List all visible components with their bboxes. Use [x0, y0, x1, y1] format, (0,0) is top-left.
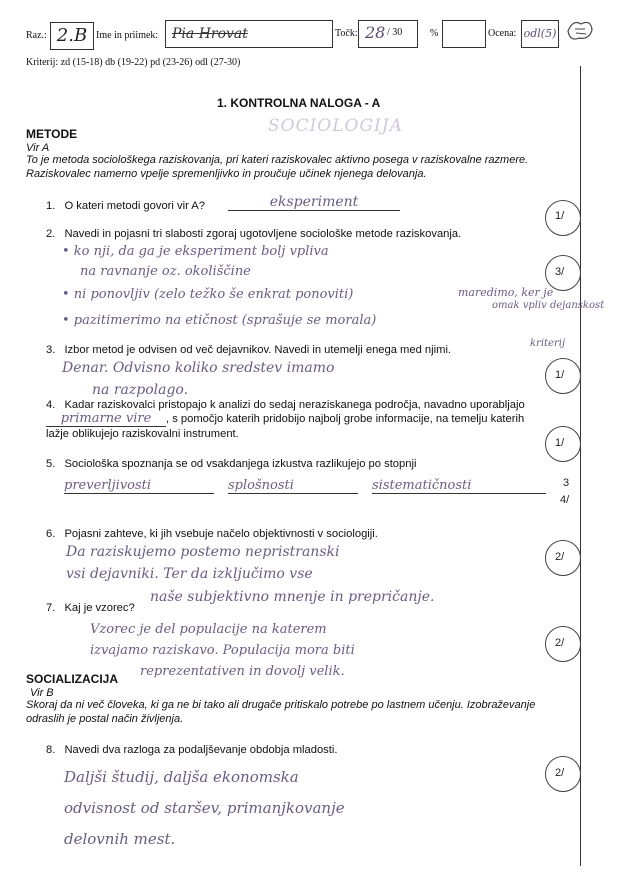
q3-answer-1[interactable]: Denar. Odvisno koliko sredstev imamo [62, 360, 335, 376]
q7-answer-2[interactable]: izvajamo raziskavo. Populacija mora biti [90, 643, 355, 658]
q5-score: 4/ [560, 494, 570, 506]
q6-num: 6. [46, 528, 56, 540]
q5-score-mark: 3 [563, 477, 570, 489]
q2-answer-1[interactable]: • ko nji, da ga je eksperiment bolj vpliva [62, 244, 329, 259]
question-8 [46, 743, 566, 757]
q8-score: 2/ [555, 767, 565, 779]
stamp-text: SOCIOLOGIJA [268, 116, 403, 136]
question-7 [46, 601, 566, 615]
question-5 [46, 457, 566, 471]
q2-num: 2. [46, 228, 56, 240]
q5-text: Sociološka spoznanja se od vsakdanjega izkustva razlikujejo po stopnji [64, 458, 417, 470]
q2-answer-4[interactable]: • pazitimerimo na etičnost (sprašuje se morala) [62, 313, 377, 328]
q2-text: Navedi in pojasni tri slabosti zgoraj ugotovljene sociološke metode raziskovanja. [64, 228, 462, 240]
q8-answer-1[interactable]: Daljši študij, daljša ekonomska [64, 768, 299, 786]
q4-text-before: Kadar raziskovalci pristopajo k analizi do sedaj neraziskanega področja, navadno uporabljajo [64, 399, 525, 411]
q7-score: 2/ [555, 637, 565, 649]
question-4 [46, 398, 544, 441]
percent-label: % [430, 28, 439, 39]
razred-label: Raz.: [26, 30, 47, 41]
q3-answer-2[interactable]: na razpolago. [92, 382, 189, 398]
q7-answer-1[interactable]: Vzorec je del populacije na katerem [90, 622, 327, 637]
percent-box[interactable] [442, 20, 486, 48]
grade-box[interactable]: odl(5) [521, 20, 559, 48]
q5-num: 5. [46, 458, 56, 470]
source-a-label: Vir A [26, 142, 50, 154]
q8-text: Navedi dva razloga za podaljševanje obdobja mladosti. [64, 744, 338, 756]
q7-num: 7. [46, 602, 56, 614]
razred-box[interactable]: 2.B [50, 22, 94, 50]
q2-side-note-3: kriterij [530, 338, 566, 349]
doodle-icon [565, 16, 595, 46]
q7-text: Kaj je vzorec? [64, 602, 135, 614]
q3-score: 1/ [555, 369, 565, 381]
q2-side-note-1: maredimo, ker je [458, 286, 554, 299]
criteria-text: Kriterij: zd (15-18) db (19-22) pd (23-26) odl (27-30) [26, 57, 241, 68]
q1-score: 1/ [555, 210, 565, 222]
margin-line [580, 66, 581, 866]
section-metode-heading: METODE [26, 127, 78, 141]
source-b-label: Vir B [30, 687, 54, 699]
q2-answer-3[interactable]: • ni ponovljiv (zelo težko še enkrat ponoviti) [62, 287, 354, 302]
question-3 [46, 343, 566, 357]
source-a-text: To je metoda sociološkega raziskovanja, pri kateri raziskovalec aktivno posega v raziskovalne razmere. Raziskovalec namerno vpelje spremenljivko in proučuje učinek njenega delovanja. [26, 154, 529, 180]
q2-side-note-2: omak vpliv dejanskost [492, 300, 605, 311]
q5-answer-3[interactable]: sistematičnosti [372, 478, 546, 494]
points-max: / 30 [387, 27, 403, 38]
q4-text-after: , s pomočjo katerih pridobijo najbolj grobe informacije, na temelju katerih lažje oblikujejo raziskovalni instrument. [46, 413, 525, 440]
section-socializacija-heading: SOCIALIZACIJA [26, 672, 119, 686]
q7-answer-3[interactable]: reprezentativen in dovolj velik. [140, 664, 345, 679]
points-box[interactable] [358, 20, 418, 48]
q5-answer-2[interactable]: splošnosti [228, 478, 358, 494]
q1-text: O kateri metodi govori vir A? [64, 200, 205, 212]
q5-answer-1[interactable]: preverljivosti [64, 478, 214, 494]
q6-answer-3[interactable]: naše subjektivno mnenje in prepričanje. [150, 589, 435, 605]
question-2 [46, 227, 566, 241]
q1-num: 1. [46, 200, 56, 212]
q6-text: Pojasni zahteve, ki jih vsebuje načelo objektivnosti v sociologiji. [64, 528, 378, 540]
q2-answer-2[interactable]: na ravnanje oz. okoliščine [80, 264, 251, 279]
page-title: 1. KONTROLNA NALOGA - A [217, 96, 381, 110]
points-value: 28 [365, 23, 386, 42]
q8-answer-2[interactable]: odvisnost od staršev, primanjkovanje [64, 799, 345, 817]
question-6 [46, 527, 566, 541]
q3-num: 3. [46, 344, 56, 356]
q2-score: 3/ [555, 266, 565, 278]
points-label: Točk: [335, 28, 358, 39]
source-b-text: Skoraj da ni več človeka, ki ga ne bi tako ali drugače pritiskalo potrebe po lastnem učenju. Izobraževanje odraslih je postal način življenja. [26, 699, 536, 725]
q6-score: 2/ [555, 551, 565, 563]
q8-answer-3[interactable]: delovnih mest. [64, 830, 176, 848]
name-box[interactable]: Pia Hrovat [165, 20, 333, 48]
q3-text: Izbor metod je odvisen od več dejavnikov. Navedi in utemelji enega med njimi. [64, 344, 452, 356]
q4-answer[interactable]: primarne vire [46, 412, 166, 427]
q4-num: 4. [46, 399, 56, 411]
name-label: Ime in priimek: [96, 30, 159, 41]
q6-answer-1[interactable]: Da raziskujemo postemo nepristranski [66, 544, 340, 560]
q1-answer[interactable]: eksperiment [228, 194, 400, 211]
q8-num: 8. [46, 744, 56, 756]
q4-score: 1/ [555, 437, 565, 449]
q6-answer-2[interactable]: vsi dejavniki. Ter da izključimo vse [66, 566, 313, 582]
grade-label: Ocena: [488, 28, 517, 39]
